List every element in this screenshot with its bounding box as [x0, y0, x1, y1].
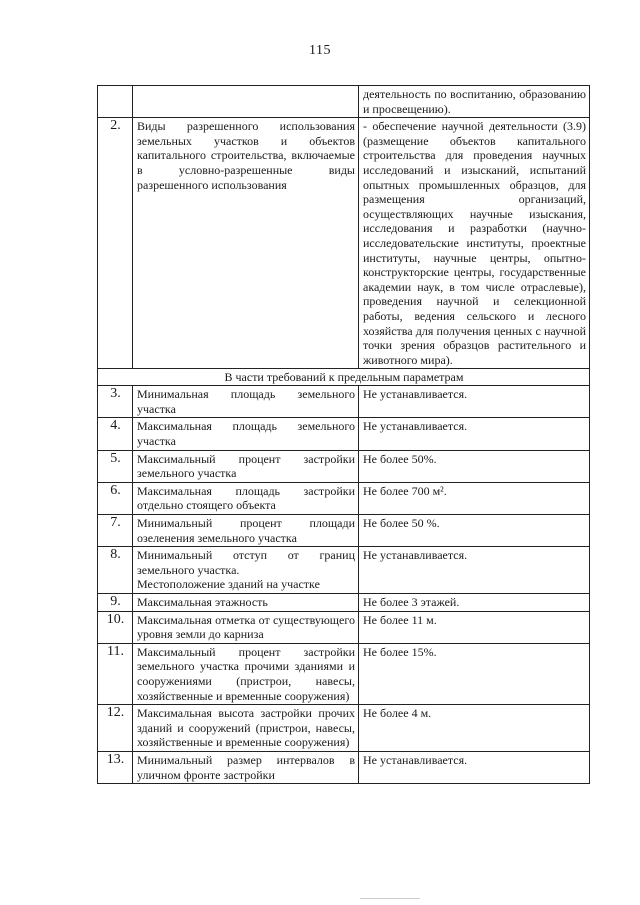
table-row	[98, 386, 590, 418]
row-name-paragraph: Местоположение зданий на участке	[137, 577, 320, 592]
table-row	[98, 450, 590, 482]
row-name-paragraph: Максимальная площадь земельного участка	[137, 419, 355, 449]
table-row	[98, 482, 590, 514]
row-name-paragraph: Максимальная высота застройки прочих зданий и сооружений (пристрои, навесы, хозяйственные и временные сооружения)	[137, 706, 355, 750]
table-row	[98, 705, 590, 752]
row-value: Не более 50 %.	[359, 515, 590, 547]
row-number	[98, 86, 133, 118]
row-name	[133, 515, 359, 547]
table-row	[98, 547, 590, 594]
table-row	[98, 515, 590, 547]
row-name	[133, 751, 359, 783]
row-name	[133, 482, 359, 514]
row-value: Не более 15%.	[359, 643, 590, 704]
row-value: Не устанавливается.	[359, 418, 590, 450]
row-name	[133, 450, 359, 482]
page-number: 115	[309, 43, 331, 58]
regulations-table	[97, 85, 590, 784]
row-name	[133, 705, 359, 752]
row-number: 7.	[98, 515, 133, 547]
row-value: - обеспечение научной деятельности (3.9) (размещение объектов капитального строительства для проведения научных исследований и изысканий, испытаний опытных промышленных образцов, для размещения организаций, осуществляющих научные изыскания, исследования и разработки (научно-исследовательские институты, проектные институты, научные центры, опытно-конструкторские центры, государственные академии наук, в том числе отраслевые), проведения научной и селекционной работы, ведения сельского и лесного хозяйства для получения ценных с научной точки зрения образцов растительного и животного мира).	[359, 118, 590, 369]
row-number: 3.	[98, 386, 133, 418]
row-name	[133, 386, 359, 418]
row-number: 2.	[98, 118, 133, 369]
row-value: Не более 50%.	[359, 450, 590, 482]
row-name: Виды разрешенного использования земельных участков и объектов капитального строительства, включаемые в условно-разрешенные виды разрешенного использования	[133, 118, 359, 369]
row-name-paragraph: Максимальная отметка от существующего уровня земли до карниза	[137, 612, 355, 642]
row-value: Не более 700 м².	[359, 482, 590, 514]
row-name-paragraph: Максимальный процент застройки земельного участка	[137, 451, 355, 481]
row-name	[133, 86, 359, 118]
table-row-continuation	[98, 86, 590, 118]
row-name-paragraph: Максимальная этажность	[137, 595, 268, 609]
row-name	[133, 418, 359, 450]
row-value: Не устанавливается.	[359, 751, 590, 783]
row-value: Не устанавливается.	[359, 386, 590, 418]
table-row	[98, 643, 590, 704]
row-value: Не устанавливается.	[359, 547, 590, 594]
table-row	[98, 418, 590, 450]
row-name-paragraph: Минимальный размер интервалов в уличном фронте застройки	[137, 752, 355, 782]
row-number: 5.	[98, 450, 133, 482]
row-name-paragraph: Максимальная площадь застройки отдельно стоящего объекта	[137, 483, 355, 513]
table-row	[98, 611, 590, 643]
row-name-paragraph: Минимальный процент площади озеленения земельного участка	[137, 516, 355, 545]
table-row	[98, 594, 590, 612]
row-value: Не более 3 этажей.	[359, 594, 590, 612]
row-value: Не более 4 м.	[359, 705, 590, 752]
row-value: деятельность по воспитанию, образованию и просвещению).	[359, 86, 590, 118]
row-number: 13.	[98, 751, 133, 783]
section-header-row	[98, 369, 590, 386]
table-row-2	[98, 118, 590, 369]
row-number: 10.	[98, 611, 133, 643]
row-name-paragraph: Минимальная площадь земельного участка	[137, 387, 355, 416]
row-name-paragraph: Минимальный отступ от границ земельного участка.	[137, 548, 355, 577]
row-name	[133, 643, 359, 704]
scan-mark	[360, 898, 420, 899]
section-header: В части требований к предельным параметрам	[98, 369, 590, 386]
row-number: 4.	[98, 418, 133, 450]
row-name	[133, 594, 359, 612]
row-number: 6.	[98, 482, 133, 514]
row-name	[133, 547, 359, 594]
row-number: 12.	[98, 705, 133, 752]
table-row	[98, 751, 590, 783]
row-name	[133, 611, 359, 643]
row-name-paragraph: Максимальный процент застройки земельного участка прочими зданиями и сооружениями (пристрои, навесы, хозяйственные и временные сооружения)	[137, 644, 355, 703]
row-number: 9.	[98, 594, 133, 612]
row-number: 8.	[98, 547, 133, 594]
row-value: Не более 11 м.	[359, 611, 590, 643]
row-number: 11.	[98, 643, 133, 704]
